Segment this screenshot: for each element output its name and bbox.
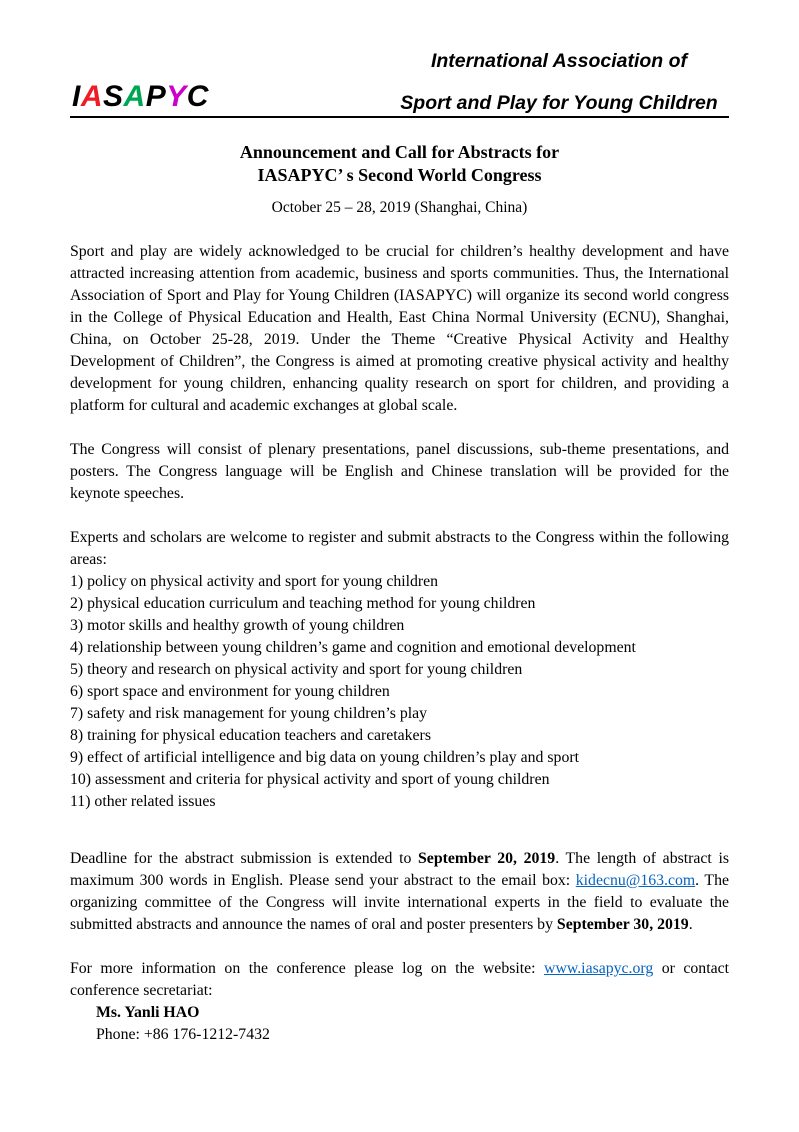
topic-item: 5) theory and research on physical activity and sport for young children xyxy=(70,661,523,678)
deadline-date-1: September 20, 2019 xyxy=(418,850,556,867)
info-text: or contact conference secretariat: xyxy=(70,960,730,999)
topic-item: 8) training for physical education teachers and caretakers xyxy=(70,727,431,744)
experts-paragraph: Experts and scholars are welcome to register and submit abstracts to the Congress within the following areas: xyxy=(70,529,729,568)
topic-item: 6) sport space and environment for young children xyxy=(70,683,390,700)
document-body xyxy=(70,241,729,1046)
topic-item: 10) assessment and criteria for physical activity and sport of young children xyxy=(70,771,550,788)
document-title-line1: Announcement and Call for Abstracts for xyxy=(239,142,560,162)
deadline-text: . The length of abstract is maximum 300 words in English. Please send your abstract to the email box: xyxy=(70,850,729,889)
topic-item: 1) policy on physical activity and sport for young children xyxy=(70,573,439,590)
email-link[interactable]: kidecnu@163.com xyxy=(575,872,696,889)
iasapyc-logo xyxy=(72,80,209,114)
topic-item: 2) physical education curriculum and teaching method for young children xyxy=(70,595,536,612)
letterhead xyxy=(70,0,729,118)
contact-name: Ms. Yanli HAO xyxy=(96,1004,200,1021)
logo-letter: A xyxy=(80,80,104,113)
logo-letter: I xyxy=(72,80,81,113)
topic-item: 11) other related issues xyxy=(70,793,216,810)
info-paragraph xyxy=(70,958,729,1002)
deadline-text: . The organizing committee of the Congress will invite international experts in the field to evaluate the submitted abstracts and announce the names of oral and poster presenters by xyxy=(70,872,729,933)
topic-item: 7) safety and risk management for young children’s play xyxy=(70,705,428,722)
topic-item: 9) effect of artificial intelligence and big data on young children’s play and sport xyxy=(70,749,579,766)
organization-name xyxy=(389,40,729,124)
logo-letter: C xyxy=(186,80,209,113)
deadline-text: Deadline for the abstract submission is extended to xyxy=(70,850,419,867)
organization-name-line2: Sport and Play for Young Children xyxy=(400,92,718,114)
topics-list xyxy=(70,571,729,813)
document-title-line2: IASAPYC’ s Second World Congress xyxy=(257,165,542,185)
info-text: For more information on the conference please log on the website: xyxy=(70,960,545,977)
contact-block xyxy=(70,1002,729,1046)
logo-letter: P xyxy=(145,80,167,113)
organization-name-line1: International Association of xyxy=(430,50,688,72)
logo-letter: A xyxy=(123,80,146,113)
intro-paragraph: Sport and play are widely acknowledged to be crucial for children’s healthy development and have attracted increasing attention from academic, business and sports communities. Thus, the International Association of Sport and Play for Young Children (IASAPYC) will organize its second world congress in the College of Physical Education and Health, East China Normal University (ECNU), Shanghai, China, on October 25-28, 2019. Under the Theme “Creative Physical Activity and Healthy Development of Children”, the Congress is aimed at promoting creative physical activity and healthy development for young children, enhancing quality research on sport for children, and providing a platform for cultural and academic exchanges at global scale. xyxy=(70,243,729,414)
website-link[interactable]: www.iasapyc.org xyxy=(544,960,654,977)
deadline-text: . xyxy=(688,916,693,933)
topic-item: 4) relationship between young children’s game and cognition and emotional development xyxy=(70,639,636,656)
title-block xyxy=(70,141,729,218)
deadline-paragraph xyxy=(70,848,729,936)
logo-letter: Y xyxy=(166,80,187,113)
congress-paragraph: The Congress will consist of plenary presentations, panel discussions, sub-theme presentations, and posters. The Congress language will be English and Chinese translation will be provided for the keynote speeches. xyxy=(70,441,729,502)
deadline-date-2: September 30, 2019 xyxy=(556,916,689,933)
topic-item: 3) motor skills and healthy growth of young children xyxy=(70,617,405,634)
contact-phone: Phone: +86 176-1212-7432 xyxy=(96,1026,270,1043)
event-date: October 25 – 28, 2019 (Shanghai, China) xyxy=(271,199,528,216)
logo-letter: S xyxy=(103,80,124,113)
